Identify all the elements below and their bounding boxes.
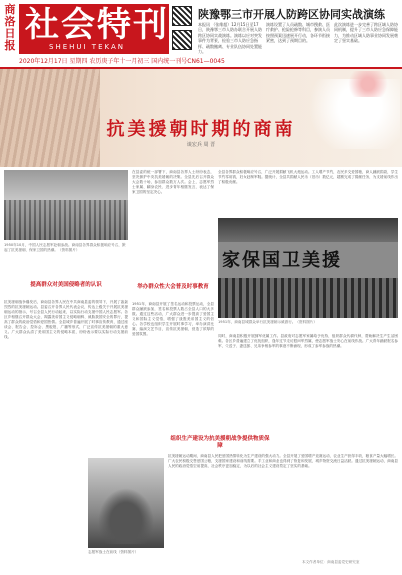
photo-caption: 1951年，商南县城群众举行抗美援朝示威游行。（资料图片）	[218, 320, 317, 324]
article-column-bottom: 抗美援朝运动期间，商南县人民把爱国热情转化为生产建设的强大动力。全县开展了爱国增产竞赛运动，农业生产获得丰收，粮食产量大幅增长。广大农民积极交售爱国公粮，支援国家建设和前线需要。手工业和商业也得到了恢复和发展，城乡物资交流日益活跃。通过抗美援朝运动，商南县人民的政治觉悟空前提高，社会秩序更加稳定，为以后的社会主义建设奠定了坚实的基础。	[168, 454, 398, 468]
section-subhead: 提高群众对美国侵略者的认识	[30, 282, 102, 288]
vertical-brand: 商洛日报	[4, 3, 16, 52]
photo-caption: 1950年10月，中国人民志愿军赴朝参战。商南县各界群众积极响应号召，掀起了抗美援朝、保家卫国的热潮。（资料图片）	[4, 243, 126, 252]
title-block	[19, 4, 169, 54]
photo-caption: 志愿军战士在前线（资料图片）	[88, 550, 139, 554]
photo-banner-text: 家保国卫美援	[222, 250, 342, 271]
top-story-column: 此次演练进一步完善了跨区域人防协同机制，提升了三市人防应急保障能力，为推动区域人防事业协同发展奠定了坚实基础。	[334, 22, 398, 44]
article-column-right-top: 全县各界群众积极响应号召，广泛开展捐献飞机大炮运动。工人增产节约，农民多交爱国粮，商人踊跃捐款，学生节约零用钱，妇女赶制军鞋。据统计，全县共捐献人民币（旧币）数亿元，超额完成了捐献任务，为支援前线作出了积极贡献。	[218, 170, 398, 184]
feature-banner	[0, 69, 402, 167]
parade-photo	[4, 170, 128, 240]
banner-flower-decoration	[338, 71, 398, 97]
feature-title: 抗美援朝时期的商南	[106, 119, 296, 140]
march-banner-photo	[218, 218, 398, 318]
page-title: 社会特刊	[25, 5, 169, 45]
article-column-mid-top: 在县委的统一部署下，商南县各界人士纷纷表态，坚决拥护中央抗美援朝的决策。全县先后召开群众大会数十场，参加群众数万人次。会上，志愿军烈士家属、翻身农民、进步青年相继发言，表达了保家卫国的坚定决心。	[132, 170, 214, 194]
section-subhead: 举办群众性大会普及时事教育	[137, 284, 209, 290]
section-subhead: 组织生产建设为抗美援朝战争提供物质保障	[170, 436, 270, 449]
title-pinyin: SHEHUI TEKAN	[49, 43, 125, 51]
article-column-mid: 1951年，商南县开展了签名运动和投票运动，全县群众踊跃参加，签名和投票人数占全县人口的大多数。通过这些活动，广大群众进一步提高了爱国主义和国际主义觉悟，增强了战胜美帝国主义的信心。各学校也组织学生开展时事学习，举办演讲比赛，编演文艺节目，宣传抗美援朝，营造了浓厚的爱国氛围。	[132, 302, 214, 336]
top-story-column: 演练设置了人员疏散、城市搜救、医疗救护、抢险抢修等科目，参演人员按照预案迅速展开行动，各环节衔接紧密，达到了预期目的。	[266, 22, 330, 44]
top-story-headline: 陕豫鄂三市开展人防跨区协同实战演练	[198, 8, 385, 21]
top-story-column: 本报讯 （张维超）12月15日至17日，陕豫鄂三市人防办联合开展人防跨区协同实战演练。演练以应对突发事件为背景，检验三市人防应急指挥、疏散撤离、专业队伍协同处置能力。	[198, 22, 262, 55]
top-story-body	[198, 22, 398, 66]
issue-info: 2020年12月17日 星期四 农历庚子年十一月初三 国内统一刊号CN61—0045	[19, 58, 225, 65]
author-affiliation: 本文作者单位：商南县委党史研究室	[302, 560, 360, 564]
masthead	[0, 0, 402, 66]
qr-code-icon	[172, 6, 192, 52]
feature-author: 谈宏兵 周 晋	[186, 142, 216, 148]
article-column-left: 抗美援朝战争爆发后，商南县各界人民在中共商南县委的领导下，开展了轰轰烈烈的抗美援朝运动。县委召开各界人民代表会议，传达上级关于开展抗美援朝运动的指示，号召全县人民行动起来，以实际行动支援中国人民志愿军。各区乡相继召开群众大会，揭露美帝国主义侵略朝鲜、威胁我国安全的罪行，提高了群众的政治觉悟和爱国热情。全县城乡普遍开展了时事宣传教育，通过座谈会、报告会、控诉会、黑板报、广播等形式，广泛宣传抗美援朝的重大意义。广大群众认清了美帝国主义的侵略本质，纷纷表示要以实际行动支援前线。	[4, 300, 128, 339]
soldier-photo	[88, 458, 164, 548]
article-column-right: 同时，商南县积极开展拥军优属工作。县政府对志愿军家属给予优待，组织群众代耕代种，帮助解决生产生活困难。各区乡普遍建立了优抚组织，逢年过节走访慰问军烈属，使志愿军战士安心在前线作战。广大青年踊跃报名参军，父送子、妻送郎、兄弟争相参军的事迹不断涌现，形成了参军参战的热潮。	[218, 334, 398, 348]
